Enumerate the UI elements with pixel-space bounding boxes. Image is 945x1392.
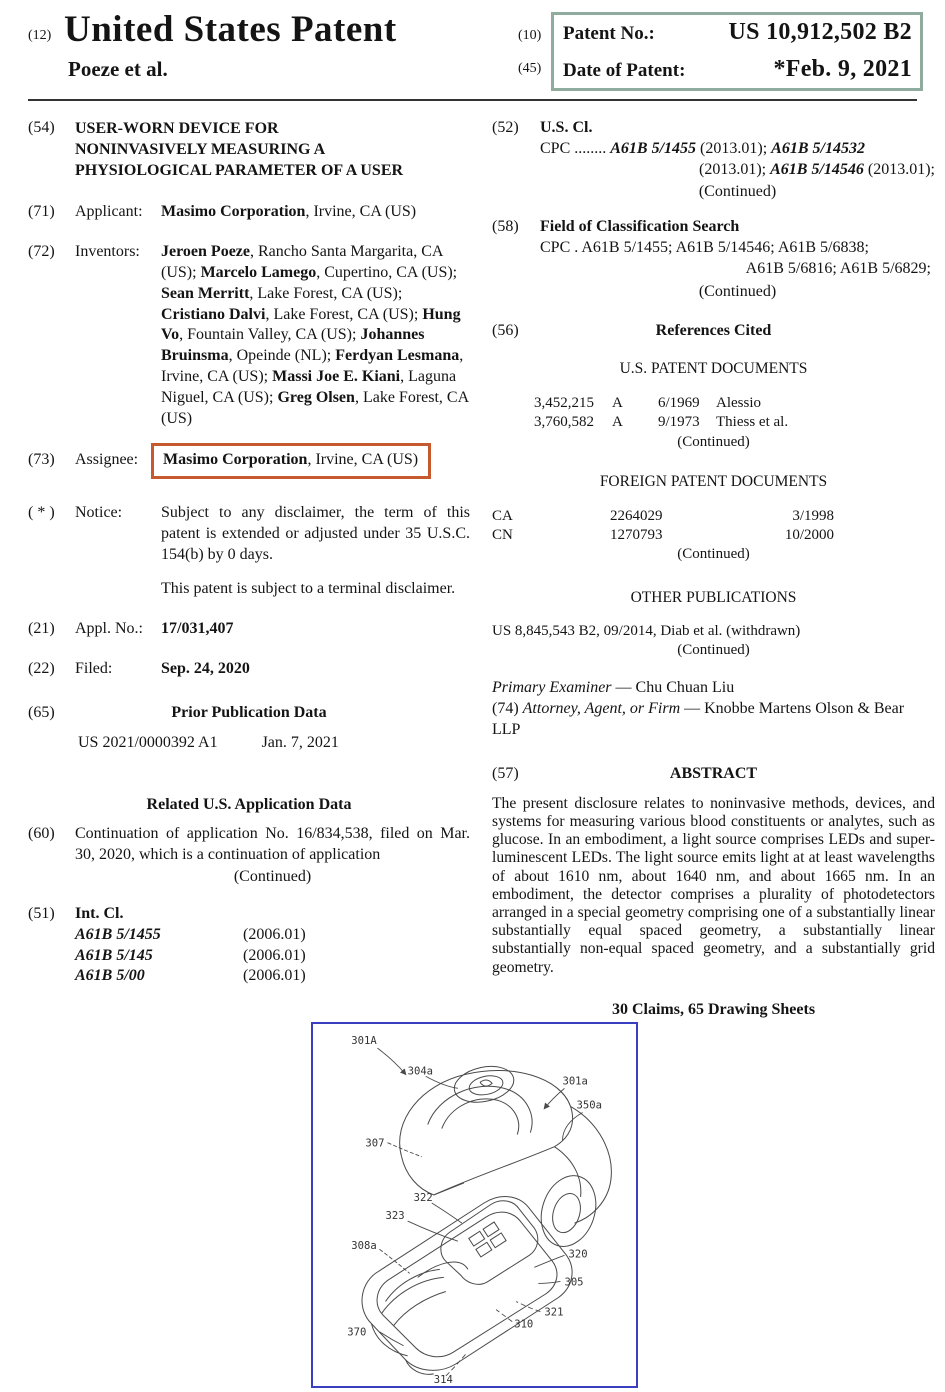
right-column <box>492 118 935 1019</box>
int-cl-row <box>75 925 470 945</box>
class-code: A61B 5/145 <box>75 946 153 964</box>
inventor-name: Greg Olsen <box>277 388 355 406</box>
doc-kind: A <box>612 414 623 431</box>
appl-no-label: Appl. No.: <box>75 620 143 638</box>
continuation-text: Continuation of application No. 16/834,538, filed on Mar. 30, 2020, which is a continuation of application <box>75 824 470 863</box>
field-54-title <box>28 118 470 181</box>
field-code-10: (10) <box>518 28 542 43</box>
field-22-filed <box>28 659 470 680</box>
abstract-text: The present disclosure relates to noninvasive methods, devices, and systems for measuring various blood constituents or analytes, such as glucose. In an embodiment, a light source comprises LEDs and super-luminescent LEDs. The light source emits light at at least wavelengths of about 1610 nm, about 1640 nm, and about 1665 nm. In an embodiment, the detector comprises a plurality of photodetectors arranged in a special geometry comprising one of a substantially linear substantially equal spaced geometry, a substantially linear substantially non-equal spaced geometry, and a substantially grid geometry. <box>492 794 935 976</box>
continued-note: (Continued) <box>698 183 777 201</box>
field-60-continuation <box>28 824 470 888</box>
figure-box <box>311 1022 638 1388</box>
figure-ref-label: 305 <box>564 1276 584 1289</box>
notice-paragraph: Subject to any disclaimer, the term of this patent is extended or adjusted under 35 U.S.C. 154(b) by 0 days. <box>161 504 470 563</box>
applicant-location: , Irvine, CA (US) <box>305 203 417 221</box>
invention-title-line: PHYSIOLOGICAL PARAMETER OF A USER <box>75 162 404 180</box>
assignee-name: Masimo Corporation <box>163 451 308 469</box>
applicant-label: Applicant: <box>75 203 143 221</box>
field-number: (72) <box>28 243 55 261</box>
int-cl-row <box>75 966 470 986</box>
doc-date: 9/1973 <box>658 414 700 431</box>
assignee-highlight-box <box>151 443 431 479</box>
field-58-classification-search <box>492 217 935 302</box>
inventor-name: Hung Vo <box>161 305 461 344</box>
figure-ref-label: 310 <box>514 1318 534 1331</box>
doc-kind: A <box>612 395 623 412</box>
doc-date: 6/1969 <box>658 395 700 412</box>
field-57-abstract <box>492 765 935 977</box>
figure-ref-label: 321 <box>544 1306 564 1319</box>
inventor-name: Sean Merritt <box>161 284 250 302</box>
country-code: CA <box>492 507 513 524</box>
header-divider <box>28 99 917 101</box>
field-number: (51) <box>28 905 55 923</box>
figure-ref-label: 320 <box>568 1248 588 1261</box>
appl-no-value: 17/031,407 <box>161 620 234 638</box>
class-version: (2006.01) <box>243 926 306 944</box>
field-number: (57) <box>492 764 519 782</box>
cpc-search-line: CPC . A61B 5/1455; A61B 5/14546; A61B 5/6838; <box>540 238 869 256</box>
figure-ref-label: 304a <box>407 1065 434 1078</box>
figure-ref-label: 370 <box>347 1326 367 1339</box>
publication-date: Jan. 7, 2021 <box>261 733 339 751</box>
field-72-inventors <box>28 242 470 429</box>
publication-number: US 2021/0000392 A1 <box>78 733 218 751</box>
filed-label: Filed: <box>75 660 113 678</box>
inventor-name: Marcelo Lamego <box>200 263 317 281</box>
inventors-label: Inventors: <box>75 243 140 261</box>
field-number: (71) <box>28 203 55 221</box>
doc-name: Alessio <box>716 395 761 412</box>
class-version: (2006.01) <box>243 967 306 984</box>
field-number: ( * ) <box>28 504 55 522</box>
field-52-us-cl <box>492 118 935 203</box>
invention-title-line: NONINVASIVELY MEASURING A <box>75 141 326 159</box>
attorney-line <box>492 699 935 741</box>
primary-examiner-name: — Chu Chuan Liu <box>611 679 735 697</box>
class-code: A61B 5/00 <box>75 967 145 984</box>
field-number: (54) <box>28 119 55 136</box>
int-cl-row <box>75 946 470 966</box>
figure-ref-label: 323 <box>385 1210 405 1223</box>
continued-note: (Continued) <box>698 282 777 300</box>
field-73-assignee <box>28 450 470 479</box>
doc-number: 3,760,582 <box>534 414 594 431</box>
date-of-patent-label: Date of Patent: <box>563 60 686 81</box>
inventors-list: Jeroen Poeze, Rancho Santa Margarita, CA (US); Marcelo Lamego, Cupertino, CA (US); Sean Merritt, Lake Forest, CA (US); Cristiano Dalvi, Lake Forest, CA (US); Hung Vo, Fountain Valley, CA (US); Johannes Bruinsma, Opeinde (NL); Ferdyan Lesmana, Irvine, CA (US); Massi Joe E. Kiani, Laguna Niguel, CA (US); Greg Olsen, Lake Forest, CA (US) <box>161 243 469 427</box>
filed-value: Sep. 24, 2020 <box>161 660 250 678</box>
figure-ref-label: 314 <box>433 1373 453 1386</box>
patent-no-label: Patent No.: <box>563 23 655 44</box>
field-number: (56) <box>492 322 519 340</box>
other-publication-entry: US 8,845,543 B2, 09/2014, Diab et al. (withdrawn) <box>492 623 801 640</box>
attorney-firm: — Knobbe Martens Olson & Bear LLP <box>492 699 905 738</box>
doc-number: 3,452,215 <box>534 395 594 412</box>
field-search-label: Field of Classification Search <box>540 218 740 236</box>
patent-date-row <box>563 56 912 83</box>
figure-ref-label: 307 <box>365 1137 385 1150</box>
field-number: (52) <box>492 119 519 136</box>
doc-number: 1270793 <box>610 526 663 543</box>
field-65-prior-publication <box>28 704 470 752</box>
field-number: (22) <box>28 660 55 678</box>
foreign-patent-documents-heading: FOREIGN PATENT DOCUMENTS <box>599 472 828 490</box>
left-column <box>28 118 470 986</box>
field-number: (74) <box>492 699 523 717</box>
doc-date: 10/2000 <box>784 526 834 543</box>
int-cl-label: Int. Cl. <box>75 905 124 923</box>
figure-ref-label: 322 <box>413 1191 433 1204</box>
inventor-name: Ferdyan Lesmana <box>335 347 460 365</box>
country-code: CN <box>492 526 513 543</box>
field-notice <box>28 503 470 600</box>
first-named-inventor: Poeze et al. <box>68 57 168 81</box>
primary-examiner-label: Primary Examiner <box>492 679 612 697</box>
doc-name: Thiess et al. <box>716 414 789 431</box>
cpc-line: CPC ........ A61B 5/1455 (2013.01); A61B 5/14532 <box>540 139 865 157</box>
cpc-line: (2013.01); A61B 5/14546 (2013.01); <box>698 160 935 178</box>
field-number: (58) <box>492 218 519 236</box>
continued-note: (Continued) <box>677 433 750 450</box>
class-version: (2006.01) <box>243 946 306 964</box>
prior-publication-heading: Prior Publication Data <box>171 703 327 721</box>
inventor-name: Cristiano Dalvi <box>161 305 266 323</box>
continued-note: (Continued) <box>677 642 750 659</box>
field-number: (65) <box>28 703 55 721</box>
us-patent-document-row <box>492 394 935 413</box>
inventor-name: Massi Joe E. Kiani <box>272 367 401 385</box>
page-title: United States Patent <box>64 9 397 50</box>
doc-number: 2264029 <box>610 507 663 524</box>
inventor-name: Johannes Bruinsma <box>161 326 425 365</box>
applicant-name: Masimo Corporation <box>161 203 306 221</box>
notice-label: Notice: <box>75 504 123 522</box>
primary-examiner-line <box>492 677 935 699</box>
us-cl-label: U.S. Cl. <box>540 119 593 136</box>
field-number: (73) <box>28 451 55 469</box>
other-publications-heading: OTHER PUBLICATIONS <box>630 589 797 607</box>
inventor-name: Jeroen Poeze <box>161 243 250 261</box>
related-application-heading: Related U.S. Application Data <box>146 795 352 813</box>
abstract-heading: ABSTRACT <box>669 764 758 782</box>
cpc-code: A61B 5/14546 <box>770 160 864 178</box>
field-code-12: (12) <box>28 28 52 43</box>
date-of-patent-value: *Feb. 9, 2021 <box>773 56 912 82</box>
assignee-location: , Irvine, CA (US) <box>307 451 419 469</box>
claims-summary: 30 Claims, 65 Drawing Sheets <box>611 1000 816 1018</box>
continued-note: (Continued) <box>233 868 312 886</box>
patent-number-row <box>563 19 912 46</box>
field-56-references <box>492 322 935 659</box>
figure-ref-label: 350a <box>576 1099 602 1112</box>
field-number: (21) <box>28 620 55 638</box>
patent-drawing-figure <box>313 1024 636 1386</box>
invention-title-line: USER-WORN DEVICE FOR <box>75 120 279 137</box>
foreign-patent-document-row <box>492 507 935 526</box>
field-code-45: (45) <box>518 61 542 76</box>
patent-no-value: US 10,912,502 B2 <box>728 19 912 45</box>
figure-ref-label: 301a <box>562 1075 588 1088</box>
figure-ref-label: 301A <box>351 1035 377 1048</box>
cpc-search-line: A61B 5/6816; A61B 5/6829; <box>745 259 931 277</box>
patent-number-box <box>551 12 923 91</box>
foreign-patent-document-row <box>492 526 935 545</box>
continued-note: (Continued) <box>677 546 750 563</box>
field-71-applicant <box>28 202 470 223</box>
field-number: (60) <box>28 824 55 842</box>
attorney-label: Attorney, Agent, or Firm <box>522 699 681 717</box>
cpc-code: A61B 5/1455 <box>610 139 697 157</box>
notice-paragraph: This patent is subject to a terminal disclaimer. <box>161 580 456 598</box>
field-21-appl-no <box>28 619 470 640</box>
us-patent-document-row <box>492 413 935 432</box>
assignee-label: Assignee: <box>75 451 139 469</box>
references-cited-heading: References Cited <box>655 322 772 340</box>
us-patent-documents-heading: U.S. PATENT DOCUMENTS <box>619 360 808 378</box>
figure-ref-label: 308a <box>351 1240 377 1253</box>
doc-date: 3/1998 <box>792 507 834 524</box>
cpc-code: A61B 5/14532 <box>771 139 865 157</box>
field-51-int-cl <box>28 904 470 986</box>
class-code: A61B 5/1455 <box>75 926 161 944</box>
